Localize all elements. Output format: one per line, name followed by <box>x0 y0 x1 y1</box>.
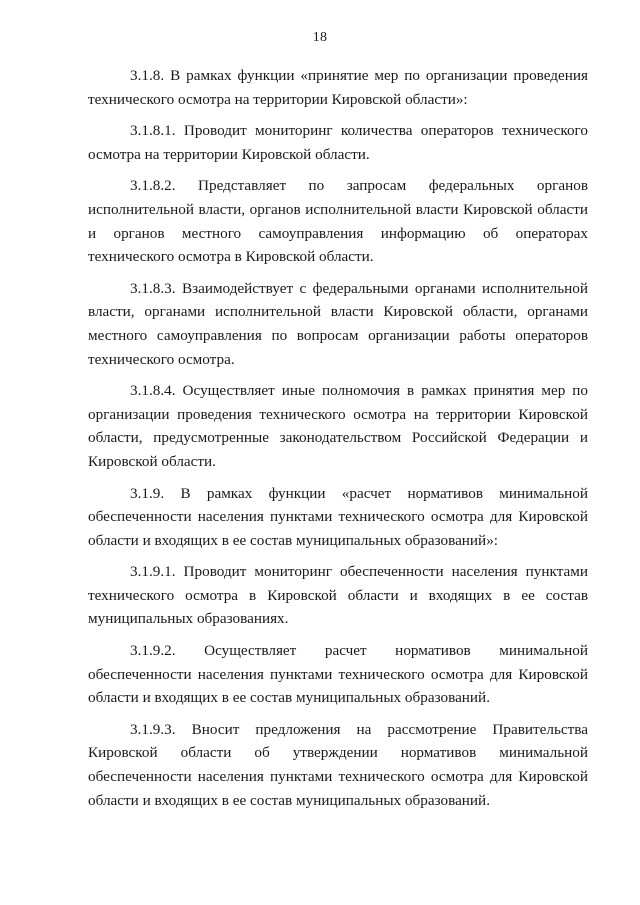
paragraph-3-1-9-3: 3.1.9.3. Вносит предложения на рассмотрение Правительства Кировской области об утверждении нормативов минимальной обеспеченности населения пунктами технического осмотра для Кировской области и входящих в ее состав муниципальных образований. <box>88 720 588 809</box>
paragraph-3-1-9-2: 3.1.9.2. Осуществляет расчет нормативов минимальной обеспеченности населения пунктами технического осмотра для Кировской области и входящих в ее состав муниципальных образований. <box>88 642 588 707</box>
paragraph-3-1-9: 3.1.9. В рамках функции «расчет нормативов минимальной обеспеченности населения пунктами технического осмотра для Кировской области и входящих в ее состав муниципальных образований»: <box>88 484 588 549</box>
paragraph-3-1-8: 3.1.8. В рамках функции «принятие мер по организации проведения технического осмотра на территории Кировской области»: <box>88 67 588 108</box>
paragraph-3-1-8-3: 3.1.8.3. Взаимодействует с федеральными органами исполнительной власти, органами исполнительной власти Кировской области, органами местного самоуправления по вопросам организации работы операторов технического осмотра. <box>88 279 588 368</box>
document-body <box>88 64 588 820</box>
paragraph-3-1-9-1: 3.1.9.1. Проводит мониторинг обеспеченности населения пунктами технического осмотра в Кировской области и входящих в ее состав муниципальных образованиях. <box>88 563 588 628</box>
page-number: 18 <box>312 30 328 45</box>
paragraph-3-1-8-2: 3.1.8.2. Представляет по запросам федеральных органов исполнительной власти, органов исполнительной власти Кировской области и органов местного самоуправления информацию об операторах технического осмотра в Кировской области. <box>88 177 588 266</box>
paragraph-3-1-8-1: 3.1.8.1. Проводит мониторинг количества операторов технического осмотра на территории Кировской области. <box>88 122 588 163</box>
paragraph-3-1-8-4: 3.1.8.4. Осуществляет иные полномочия в рамках принятия мер по организации проведения технического осмотра на территории Кировской области, предусмотренные законодательством Российской Федерации и Кировской области. <box>88 382 588 470</box>
